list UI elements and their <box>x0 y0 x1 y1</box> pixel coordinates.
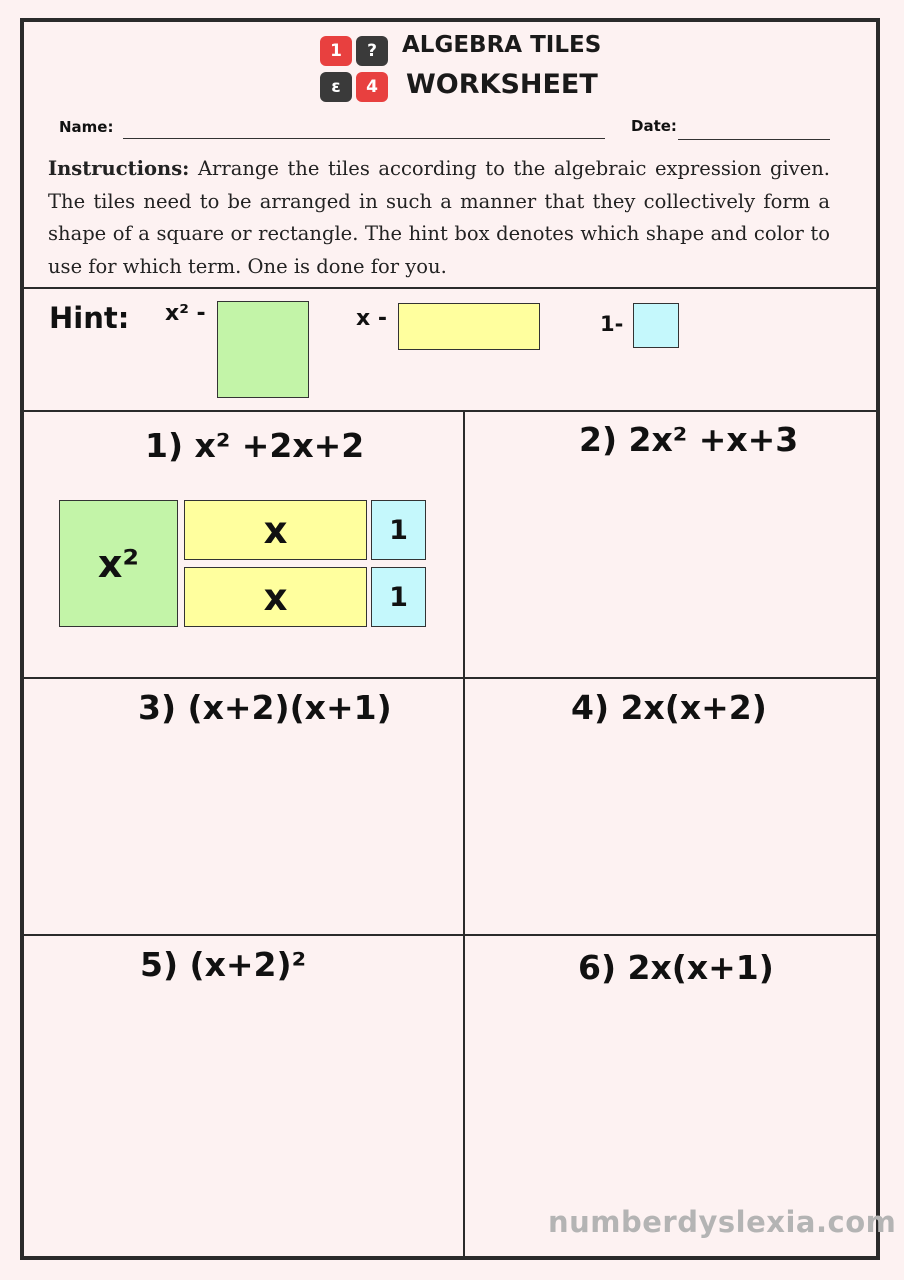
logo-tile-question: ? <box>356 36 388 66</box>
example-one-tile-2: 1 <box>371 567 426 627</box>
example-x2-tile: x² <box>59 500 178 627</box>
name-label: Name: <box>59 118 114 136</box>
example-x-tile-1: x <box>184 500 367 560</box>
hint-label: Hint: <box>49 301 130 335</box>
hint-one-label: 1- <box>600 312 624 336</box>
date-label: Date: <box>631 117 677 135</box>
question-2: 2) 2x² +x+3 <box>579 420 799 459</box>
logo <box>320 36 390 104</box>
hint-x-label: x - <box>356 306 387 331</box>
hint-x-tile <box>398 303 540 350</box>
title-line-1: ALGEBRA TILES <box>402 32 602 58</box>
example-one-tile-1: 1 <box>371 500 426 560</box>
title-line-2: WORKSHEET <box>406 69 598 100</box>
logo-tile-4: 4 <box>356 72 388 102</box>
divider-center <box>463 412 465 1258</box>
logo-tile-1: 1 <box>320 36 352 66</box>
question-4: 4) 2x(x+2) <box>571 688 767 727</box>
date-field[interactable] <box>678 139 830 140</box>
logo-tile-3: ε <box>320 72 352 102</box>
question-1: 1) x² +2x+2 <box>145 426 365 465</box>
hint-one-tile <box>633 303 679 348</box>
name-field[interactable] <box>123 138 605 139</box>
question-6: 6) 2x(x+1) <box>578 948 774 987</box>
hint-x2-label: x² - <box>165 301 206 326</box>
divider-row-2 <box>24 934 880 936</box>
question-3: 3) (x+2)(x+1) <box>138 688 392 727</box>
divider-hint <box>24 410 880 412</box>
hint-x2-tile <box>217 301 309 398</box>
instructions-label: Instructions: <box>48 157 190 180</box>
instructions-text: Arrange the tiles according to the algebraic expression given. The tiles need to be arranged in such a manner that they collectively form a shape of a square or rectangle. The hint box denotes which shape and color to use for which term. One is done for you. <box>48 157 830 278</box>
divider-row-1 <box>24 677 880 679</box>
instructions <box>48 153 830 283</box>
example-x-tile-2: x <box>184 567 367 627</box>
question-5: 5) (x+2)² <box>140 945 307 984</box>
divider-top <box>24 287 880 289</box>
watermark: numberdyslexia.com <box>548 1205 897 1239</box>
